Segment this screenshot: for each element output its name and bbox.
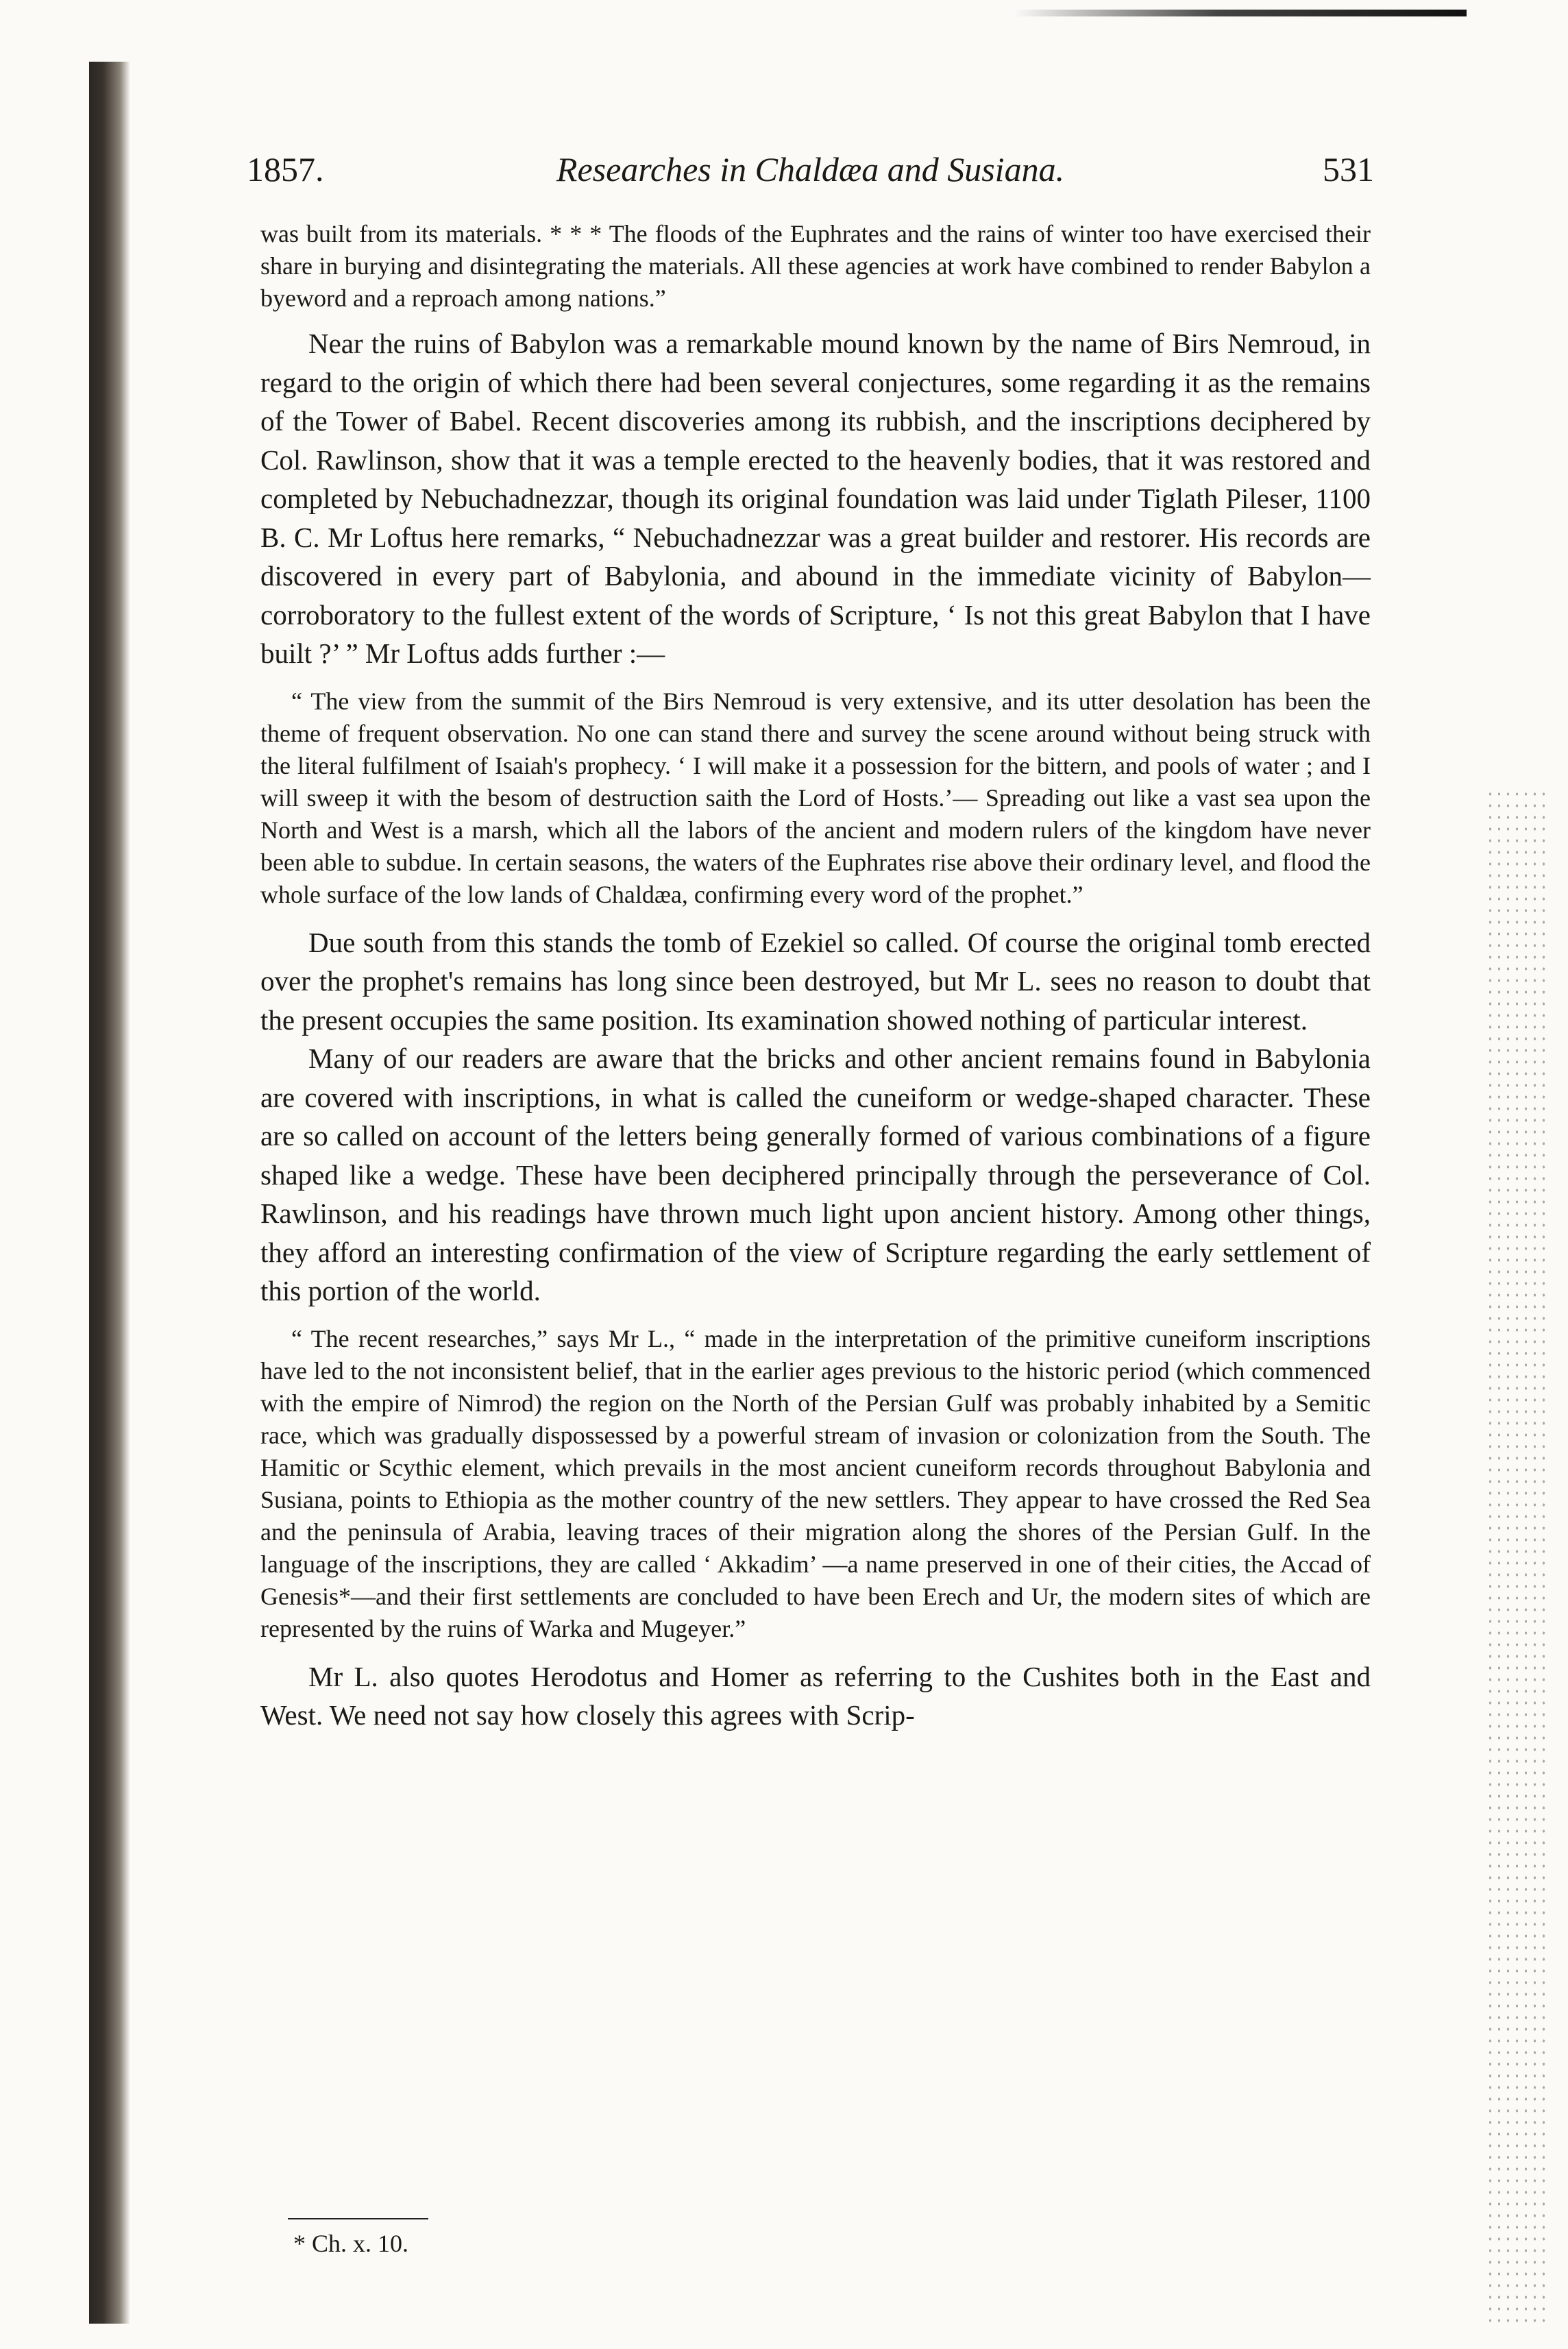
paragraph-cuneiform: Many of our readers are aware that the bricks and other ancient remains found in Babylonia are covered with inscriptions, in what is called the cuneiform or wedge-shaped character. These are so called on account of the letters being generally formed of various combinations of a figure shaped like a wedge. These have been deciphered principally through the perseverance of Col. Rawlinson, and his readings have thrown much light upon ancient history. Among other things, they afford an interesting confirmation of the view of Scripture regarding the early settlement of this portion of the world. <box>260 1043 1371 1306</box>
page-number: 531 <box>1323 150 1374 188</box>
running-header <box>247 149 1374 197</box>
header-year: 1857. <box>247 150 324 188</box>
book-binding-shadow <box>89 62 130 2324</box>
paragraph-cushites: Mr L. also quotes Herodotus and Homer as referring to the Cushites both in the East and West. We need not say how closely this agrees with Scrip- <box>260 1660 1371 1731</box>
page-edge-speckle <box>1486 788 1547 2330</box>
quote-recent-researches: “ The recent researches,” says Mr L., “ made in the interpretation of the primitive cuneiform inscriptions have led to the not inconsistent belief, that in the earlier ages previous to the historic period (which commenced with the empire of Nimrod) the region on the North of the Persian Gulf was probably inhabited by a Semitic race, which was gradually dispossessed by a powerful stream of invasion or colonization from the South. The Hamitic or Scythic element, which prevails in the most ancient cuneiform records throughout Babylonia and Susiana, points to Ethiopia as the mother country of the new settlers. They appear to have crossed the Red Sea and the peninsula of Arabia, leaving traces of their migration along the shores of the Persian Gulf. In the language of the inscriptions, they are called ‘ Akkadim’ —a name preserved in one of their cities, the Accad of Genesis*—and their first settlements are concluded to have been Erech and Ur, the modern sites of which are represented by the ruins of Warka and Mugeyer.” <box>260 1324 1371 1642</box>
paragraph-ezekiel-tomb: Due south from this stands the tomb of Ezekiel so called. Of course the original tomb erected over the prophet's remains has long since been destroyed, but Mr L. sees no reason to doubt that the present occupies the same position. Its examination showed nothing of particular interest. <box>260 926 1371 1036</box>
quote-birs-view: “ The view from the summit of the Birs Nemroud is very extensive, and its utter desolation has been the theme of frequent observation. No one can stand there and survey the scene around without being struck with the literal fulfilment of Isaiah's prophecy. ‘ I will make it a possession for the bittern, and pools of water ; and I will sweep it with the besom of destruction saith the Lord of Hosts.’— Spreading out like a vast sea upon the North and West is a marsh, which all the labors of the ancient and modern rulers of the kingdom have never been able to subdue. In certain seasons, the waters of the Euphrates rise above their ordinary level, and flood the whole surface of the low lands of Chaldæa, confirming every word of the prophet.” <box>260 687 1371 908</box>
page-body <box>260 218 1371 1735</box>
top-edge-rule <box>1014 10 1467 16</box>
quote-continuation: was built from its materials. * * * The floods of the Euphrates and the rains of winter too have exercised their share in burying and disintegrating the materials. All these agencies at work have combined to render Babylon a byeword and a reproach among nations.” <box>260 220 1371 312</box>
footnote: * Ch. x. 10. <box>293 2230 409 2257</box>
footnote-rule <box>288 2218 428 2219</box>
paragraph-birs-nemroud: Near the ruins of Babylon was a remarkable mound known by the name of Birs Nemroud, in regard to the origin of which there had been several conjectures, some regarding it as the remains of the Tower of Babel. Recent discoveries among its rubbish, and the inscriptions deciphered by Col. Rawlinson, show that it was a temple erected to the heavenly bodies, that it was restored and completed by Nebuchadnezzar, though its original foundation was laid under Tiglath Pileser, 1100 B. C. Mr Loftus here remarks, “ Nebuchadnezzar was a great builder and restorer. His records are discovered in every part of Babylonia, and abound in the immediate vicinity of Babylon—corroboratory to the fullest extent of the words of Scripture, ‘ Is not this great Babylon that I have built ?’ ” Mr Loftus adds further :— <box>260 328 1371 669</box>
running-title: Researches in Chaldæa and Susiana. <box>556 150 1065 188</box>
